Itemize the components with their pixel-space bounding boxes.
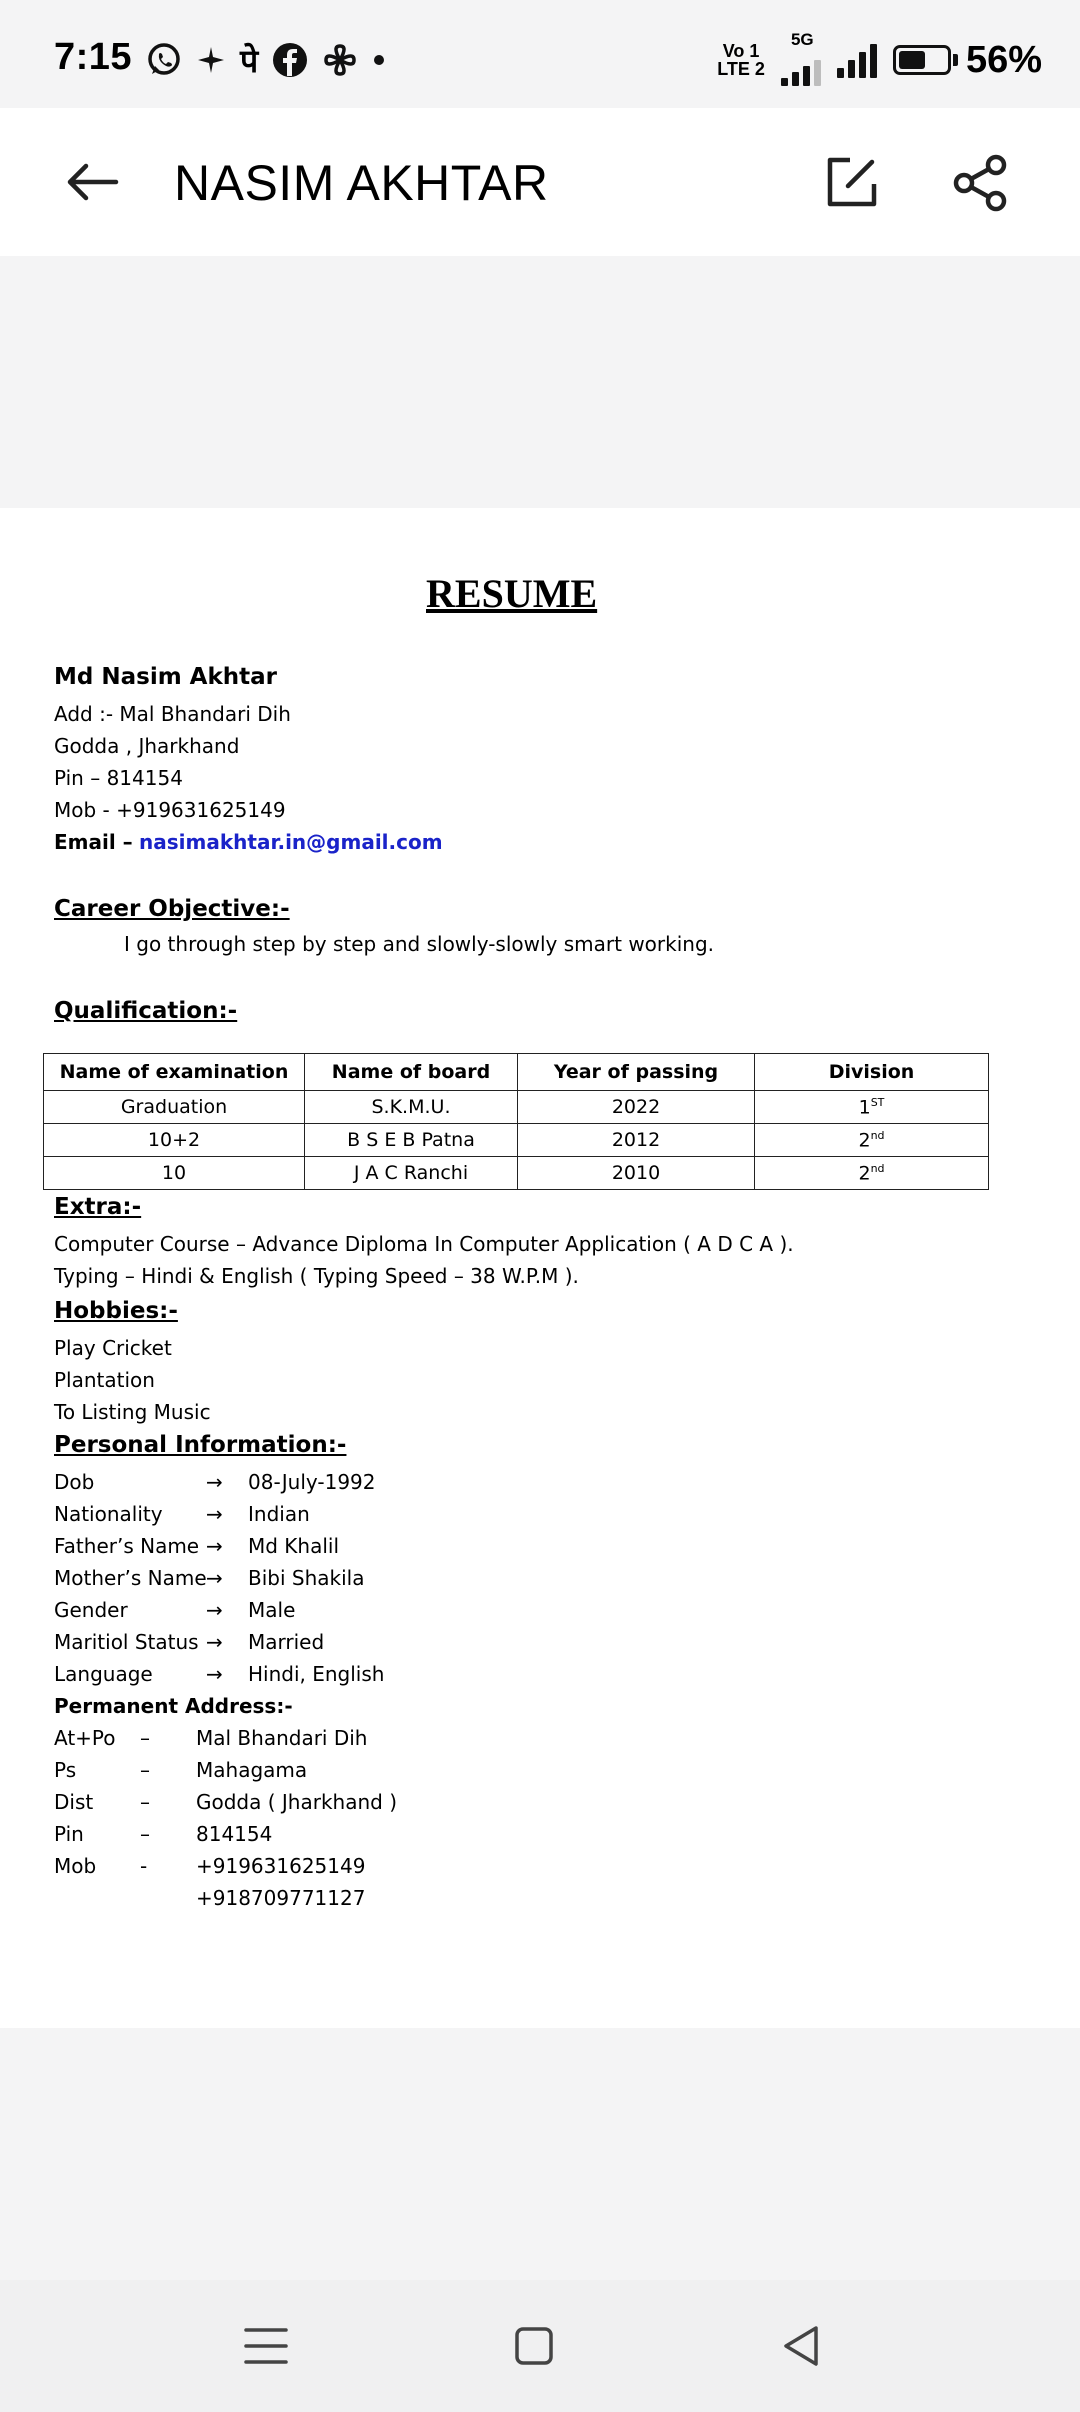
pinwheel-icon [322, 40, 358, 80]
hobby-item: Plantation [54, 1368, 155, 1392]
table-cell: 10+2 [44, 1124, 305, 1157]
address-line: Mob - +919631625149 [54, 798, 286, 822]
resume-heading: RESUME [426, 571, 598, 616]
extra-line: Computer Course – Advance Diploma In Computer Application ( A D C A ). [54, 1232, 794, 1256]
extra-line: Typing – Hindi & English ( Typing Speed – 38 W.P.M ). [54, 1264, 579, 1288]
app-bar [0, 108, 1080, 256]
career-objective-heading: Career Objective:- [54, 896, 290, 922]
nav-back-button[interactable] [776, 2320, 828, 2372]
edit-button[interactable] [822, 152, 882, 212]
table-row [44, 1124, 989, 1157]
column-header: Name of examination [44, 1054, 305, 1091]
table-cell: 2nd [755, 1124, 989, 1157]
dot-icon [372, 40, 386, 80]
table-cell: 1ST [755, 1091, 989, 1124]
arrow-left-icon [62, 152, 122, 212]
column-header: Year of passing [518, 1054, 755, 1091]
table-cell: 2nd [755, 1157, 989, 1190]
battery-icon [893, 45, 951, 75]
table-cell: Graduation [44, 1091, 305, 1124]
email-label: Email – [54, 830, 133, 854]
table-cell: 2012 [518, 1124, 755, 1157]
qualification-heading: Qualification:- [54, 998, 238, 1024]
table-cell: B S E B Patna [305, 1124, 518, 1157]
email-line [54, 830, 443, 854]
column-header: Division [755, 1054, 989, 1091]
pe-app-icon: पे [240, 41, 259, 80]
table-cell: S.K.M.U. [305, 1091, 518, 1124]
table-header-row [44, 1054, 989, 1091]
table-cell: 2010 [518, 1157, 755, 1190]
notification-icons [146, 40, 386, 80]
signal-5g-icon: 5G [781, 34, 821, 86]
system-navigation-bar [0, 2280, 1080, 2412]
whatsapp-icon [146, 40, 182, 80]
personal-info-heading: Personal Information:- [54, 1432, 347, 1458]
facebook-icon [272, 40, 308, 80]
back-button[interactable] [62, 152, 122, 212]
share-icon [950, 152, 1012, 214]
edit-icon [822, 152, 882, 212]
battery-percent: 56% [965, 38, 1042, 81]
extra-heading: Extra:- [54, 1194, 142, 1220]
battery-indicator [893, 39, 1042, 82]
address-line: Add :- Mal Bhandari Dih [54, 702, 291, 726]
document-page: RESUME Md Nasim Akhtar Add :- Mal Bhandari Dih Godda , Jharkhand Pin – 814154 Mob - +919631625149 Email – nasimakhtar.in@gmail.com Career Objective:- I go through step by step and slowly-slowly smart working. Qualification:- Name of examination Name of board Year of passing Division Graduation S.K.M.U. 2022 1ST 10+2 B S E B Patna 2012 2nd 10 J A C Ranchi 2010 2nd Extra:- Computer Course – Advance Diploma In Computer Application ( A D C A ). Typing – Hindi & English ( Typing Speed – 38 W.P.M ). Hobbies:- Play Cricket Plantation To Listing Music Personal Information:- Dob → 08-July-1992 Nationality → Indian Father’s Name → Md Khalil Mother’s Name → Bibi Shakila Gender → Male Maritiol Status → Married Language → Hindi, English Permanent Address:- At+Po – Mal Bhandari Dih Ps – Mahagama Dist – Godda ( Jharkhand ) Pin – 814154 Mob - +919631625149 +918709771127 [0, 508, 1080, 2028]
email-link[interactable]: nasimakhtar.in@gmail.com [139, 830, 443, 854]
table-cell: J A C Ranchi [305, 1157, 518, 1190]
star-icon [196, 40, 226, 80]
column-header: Name of board [305, 1054, 518, 1091]
table-row [44, 1091, 989, 1124]
home-square-icon [508, 2320, 560, 2372]
hobby-item: To Listing Music [54, 1400, 211, 1424]
candidate-name: Md Nasim Akhtar [54, 664, 278, 690]
permanent-address-heading: Permanent Address:- [54, 1694, 293, 1718]
signal-strength-icon [837, 42, 877, 78]
table-cell: 2022 [518, 1091, 755, 1124]
career-objective-text: I go through step by step and slowly-slowly smart working. [124, 932, 715, 956]
table-cell: 10 [44, 1157, 305, 1190]
recent-apps-button[interactable] [240, 2320, 292, 2372]
address-line: Pin – 814154 [54, 766, 183, 790]
back-triangle-icon [776, 2320, 828, 2372]
system-status-icons [717, 30, 1042, 86]
volte-indicator: Vo 1 LTE 2 [717, 41, 765, 79]
status-bar [0, 0, 1080, 108]
hobby-item: Play Cricket [54, 1336, 172, 1360]
address-line: Godda , Jharkhand [54, 734, 240, 758]
share-button[interactable] [950, 152, 1012, 214]
hobbies-heading: Hobbies:- [54, 1298, 178, 1324]
qualification-table [43, 1053, 989, 1190]
status-time: 7:15 [54, 36, 133, 78]
home-button[interactable] [508, 2320, 560, 2372]
document-title: NASIM AKHTAR [174, 155, 549, 211]
table-row [44, 1157, 989, 1190]
menu-icon [240, 2320, 292, 2372]
